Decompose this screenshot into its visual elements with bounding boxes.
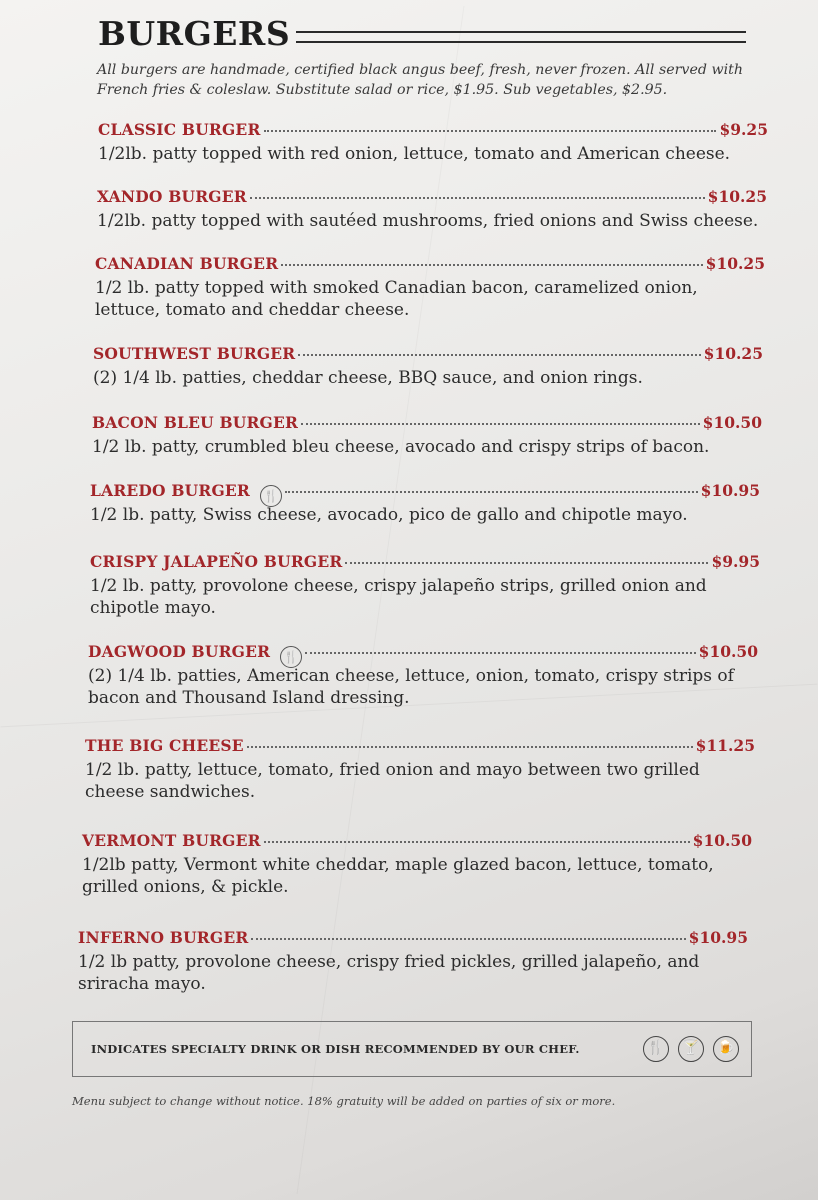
- title-rule: [296, 41, 746, 43]
- menu-item: [92, 413, 762, 458]
- item-description: 1/2lb. patty topped with red onion, lettuce, tomato and American cheese.: [98, 144, 731, 164]
- item-description: (2) 1/4 lb. patties, cheddar cheese, BBQ sauce, and onion rings.: [93, 368, 643, 388]
- footnote: Menu subject to change without notice. 18% gratuity will be added on parties of six or more.: [72, 1094, 616, 1108]
- section-title: BURGERS: [98, 14, 291, 53]
- dot-leader: [264, 841, 690, 843]
- dot-leader: [247, 746, 693, 748]
- item-price: $10.95: [688, 928, 748, 947]
- item-price: $9.25: [719, 120, 768, 139]
- item-description: 1/2lb. patty topped with sautéed mushrooms, fried onions and Swiss cheese.: [97, 211, 759, 231]
- item-price: $10.50: [698, 642, 758, 661]
- menu-item: [95, 254, 765, 321]
- item-description: (2) 1/4 lb. patties, American cheese, lettuce, onion, tomato, crispy strips of bacon and Thousand Island dressing.: [88, 666, 734, 708]
- item-name: SOUTHWEST BURGER: [93, 344, 296, 363]
- dot-leader: [298, 354, 700, 356]
- item-name: INFERNO BURGER: [78, 928, 249, 947]
- item-name: CANADIAN BURGER: [95, 254, 279, 273]
- item-description: 1/2 lb. patty, crumbled bleu cheese, avocado and crispy strips of bacon.: [92, 437, 710, 457]
- item-description: 1/2 lb patty, provolone cheese, crispy fried pickles, grilled jalapeño, and sriracha mayo.: [78, 952, 700, 994]
- dot-leader: [250, 197, 705, 199]
- section-header: [98, 14, 748, 56]
- dot-leader: [301, 423, 700, 425]
- item-name: LAREDO BURGER: [90, 481, 250, 500]
- item-name: DAGWOOD BURGER: [88, 642, 271, 661]
- item-name: THE BIG CHEESE: [85, 736, 244, 755]
- fork-knife-icon: 🍴: [643, 1036, 669, 1062]
- menu-item: [85, 736, 755, 803]
- item-name: CRISPY JALAPEÑO BURGER: [90, 552, 343, 571]
- item-price: $10.25: [707, 187, 767, 206]
- menu-item: [98, 120, 768, 165]
- dot-leader: [251, 938, 685, 940]
- cocktail-icon: 🍸: [678, 1036, 704, 1062]
- fork-knife-icon: 🍴: [260, 485, 282, 507]
- dot-leader: [285, 491, 698, 493]
- item-price: $11.25: [695, 736, 755, 755]
- item-price: $9.95: [711, 552, 760, 571]
- item-description: 1/2 lb. patty, Swiss cheese, avocado, pico de gallo and chipotle mayo.: [90, 505, 688, 525]
- beer-icon: 🍺: [713, 1036, 739, 1062]
- item-description: 1/2lb patty, Vermont white cheddar, maple glazed bacon, lettuce, tomato, grilled onions, & pickle.: [82, 855, 714, 897]
- title-rule: [296, 31, 746, 33]
- menu-item: [82, 831, 752, 898]
- section-intro: All burgers are handmade, certified black angus beef, fresh, never frozen. All served with French fries & coleslaw. Substitute salad or rice, $1.95. Sub vegetables, $2.95.: [97, 62, 743, 98]
- menu-item: [78, 928, 748, 995]
- item-name: XANDO BURGER: [97, 187, 247, 206]
- item-price: $10.25: [703, 344, 763, 363]
- item-description: 1/2 lb. patty, provolone cheese, crispy jalapeño strips, grilled onion and chipotle mayo.: [90, 576, 707, 618]
- item-name: VERMONT BURGER: [82, 831, 261, 850]
- dot-leader: [305, 652, 695, 654]
- legend-box: [72, 1021, 752, 1077]
- dot-leader: [281, 264, 702, 266]
- fork-knife-icon: 🍴: [280, 646, 302, 668]
- menu-item: [93, 344, 763, 389]
- item-name: BACON BLEU BURGER: [92, 413, 299, 432]
- menu-item: [97, 187, 767, 232]
- item-price: $10.95: [700, 481, 760, 500]
- menu-item: [90, 552, 760, 619]
- dot-leader: [264, 130, 717, 132]
- item-price: $10.50: [692, 831, 752, 850]
- item-name: CLASSIC BURGER: [98, 120, 261, 139]
- menu-item: [90, 481, 760, 526]
- item-price: $10.25: [705, 254, 765, 273]
- menu-item: [88, 642, 758, 709]
- dot-leader: [345, 562, 708, 564]
- item-description: 1/2 lb. patty, lettuce, tomato, fried onion and mayo between two grilled cheese sandwiches.: [85, 760, 700, 802]
- item-price: $10.50: [702, 413, 762, 432]
- item-description: 1/2 lb. patty topped with smoked Canadian bacon, caramelized onion, lettuce, tomato and cheddar cheese.: [95, 278, 698, 320]
- legend-text: INDICATES SPECIALTY DRINK OR DISH RECOMMENDED BY OUR CHEF.: [91, 1042, 580, 1056]
